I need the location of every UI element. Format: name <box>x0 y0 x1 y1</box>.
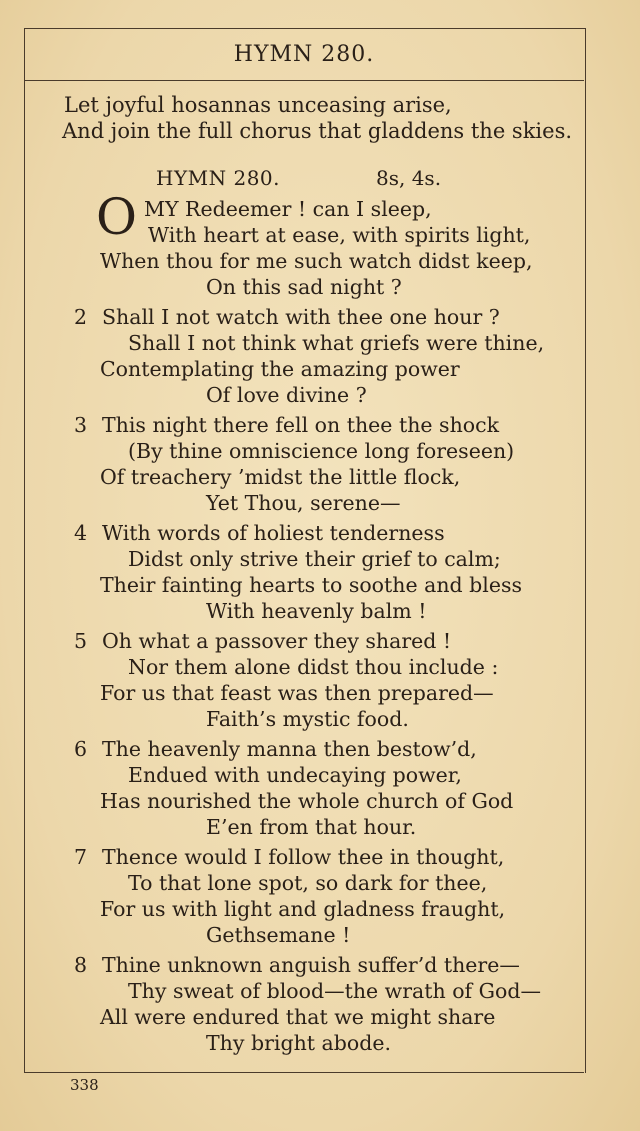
stanza-1 <box>24 188 584 300</box>
stanza-line: For us that feast was then prepared— <box>100 681 494 705</box>
stanza-5 <box>24 628 584 732</box>
stanza-number: 5 <box>74 629 88 653</box>
stanza-8 <box>24 952 584 1056</box>
stanza-number: 3 <box>74 413 88 437</box>
stanza-line: Didst only strive their grief to calm; <box>128 547 501 571</box>
stanza-line: Thine unknown anguish suffer’d there— <box>102 953 520 977</box>
stanza-line: Has nourished the whole church of God <box>100 789 514 813</box>
stanza-line: Of love divine ? <box>206 383 367 407</box>
stanza-line: With heavenly balm ! <box>206 599 427 623</box>
stanza-2 <box>24 304 584 408</box>
stanza-number: 6 <box>74 737 88 761</box>
stanza-line: To that lone spot, so dark for thee, <box>128 871 488 895</box>
stanza-line: For us with light and gladness fraught, <box>100 897 506 921</box>
stanza-number: 8 <box>74 953 88 977</box>
stanza-line: Thy bright abode. <box>206 1031 391 1055</box>
stanza-3 <box>24 412 584 516</box>
stanza-number: 7 <box>74 845 88 869</box>
stanza-number: 2 <box>74 305 88 329</box>
stanza-6 <box>24 736 584 840</box>
hymn-stanzas <box>24 188 584 1056</box>
hymn-title: HYMN 280. <box>156 166 281 190</box>
drop-cap: O <box>96 188 137 246</box>
stanza-line: (By thine omniscience long foreseen) <box>128 439 515 463</box>
stanza-line: Contemplating the amazing power <box>100 357 460 381</box>
previous-hymn-line: And join the full chorus that gladdens the skies. <box>62 119 573 143</box>
stanza-line: Thy sweat of blood—the wrath of God— <box>128 979 541 1003</box>
hymn-meter: 8s, 4s. <box>376 166 442 190</box>
stanza-line: Shall I not watch with thee one hour ? <box>102 305 500 329</box>
stanza-line: With words of holiest tenderness <box>102 521 445 545</box>
stanza-line: All were endured that we might share <box>100 1005 496 1029</box>
stanza-line: Thence would I follow thee in thought, <box>102 845 505 869</box>
stanza-line: Endued with undecaying power, <box>128 763 462 787</box>
stanza-line: Shall I not think what griefs were thine, <box>128 331 545 355</box>
stanza-line: MY Redeemer ! can I sleep, <box>144 197 432 221</box>
stanza-line: Yet Thou, serene— <box>206 491 401 515</box>
stanza-line: On this sad night ? <box>206 275 402 299</box>
stanza-number: 4 <box>74 521 88 545</box>
previous-hymn-line: Let joyful hosannas unceasing arise, <box>64 93 452 117</box>
stanza-4 <box>24 520 584 624</box>
stanza-line: When thou for me such watch didst keep, <box>100 249 533 273</box>
page-number: 338 <box>70 1076 99 1094</box>
stanza-line: Oh what a passover they shared ! <box>102 629 452 653</box>
running-head: HYMN 280. <box>233 42 375 67</box>
bottom-rule <box>24 1072 584 1073</box>
stanza-line: Nor them alone didst thou include : <box>128 655 499 679</box>
stanza-line: With heart at ease, with spirits light, <box>148 223 531 247</box>
previous-hymn-ending <box>64 92 574 144</box>
stanza-line: The heavenly manna then bestow’d, <box>102 737 477 761</box>
stanza-7 <box>24 844 584 948</box>
stanza-line: Their fainting hearts to soothe and bless <box>100 573 523 597</box>
stanza-line: E’en from that hour. <box>206 815 417 839</box>
header-rule <box>24 80 584 81</box>
stanza-line: Of treachery ’midst the little flock, <box>100 465 461 489</box>
stanza-line: Gethsemane ! <box>206 923 351 947</box>
stanza-line: Faith’s mystic food. <box>206 707 409 731</box>
stanza-line: This night there fell on thee the shock <box>102 413 500 437</box>
